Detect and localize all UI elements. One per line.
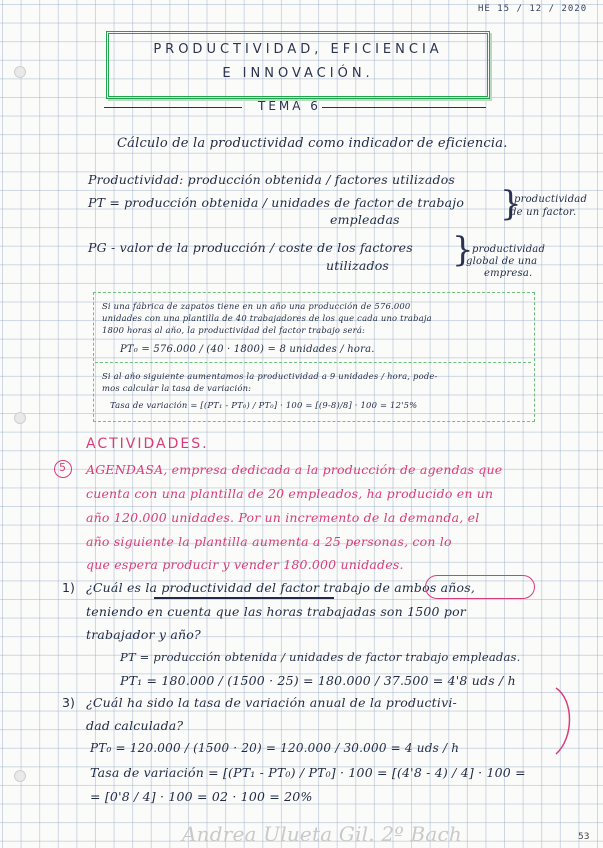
brace-icon: } (452, 230, 474, 270)
question-1-line: teniendo en cuenta que las horas trabajadas son 1500 por (86, 604, 466, 619)
pg-note: productividad (472, 244, 546, 255)
definition-productividad: Productividad: producción obtenida / factores utilizados (88, 172, 456, 187)
question-3-label: 3) (62, 695, 75, 710)
title-line-1: PRODUCTIVIDAD, EFICIENCIA (153, 42, 443, 57)
statement-line: que espera producir y vender 180.000 unidades. (86, 557, 404, 572)
title-line-2: E INNOVACIÓN. (222, 66, 374, 81)
answer-1-definition: PT = producción obtenida / unidades de factor trabajo empleadas. (120, 650, 521, 664)
definition-pt-cont: empleadas (330, 212, 400, 227)
definition-pg: PG - valor de la producción / coste de los factores (88, 240, 413, 255)
subtitle: Cálculo de la productividad como indicador de eficiencia. (117, 136, 508, 151)
arrow-connector (552, 686, 582, 758)
example-line: mos calcular la tasa de variación: (102, 383, 252, 393)
pt-note-2: de un factor. (510, 207, 577, 218)
example-line: Si una fábrica de zapatos tiene en un año una producción de 576.000 (102, 301, 411, 311)
statement-line: AGENDASA, empresa dedicada a la producción de agendas que (86, 462, 503, 477)
question-3-line: ¿Cuál ha sido la tasa de variación anual de la productivi- (86, 695, 457, 710)
answer-3-calc: Tasa de variación = [(PT₁ - PT₀) / PT₀] · 100 = [(4'8 - 4) / 4] · 100 = (90, 765, 526, 780)
definition-pt: PT = producción obtenida / unidades de factor de trabajo (88, 195, 465, 210)
binder-hole (14, 770, 26, 782)
activities-heading: ACTIVIDADES. (86, 436, 209, 452)
example-line: Si al año siguiente aumentamos la productividad a 9 unidades / hora, pode- (102, 371, 438, 381)
pg-note-3: empresa. (484, 268, 533, 279)
question-1-label: 1) (62, 580, 75, 595)
statement-line: año siguiente la plantilla aumenta a 25 personas, con lo (86, 534, 452, 549)
example-line: unidades con una plantilla de 40 trabajadores de los que cada uno trabaja (102, 313, 432, 323)
answer-1-calc: PT₁ = 180.000 / (1500 · 25) = 180.000 / 37.500 = 4'8 uds / h (120, 673, 516, 688)
question-1-line: trabajador y año? (86, 627, 201, 642)
example-tasa: Tasa de variación = [(PT₁ - PT₀) / PT₀] · 100 = [(9-8)/8] · 100 = 12'5% (110, 400, 418, 410)
answer-3-calc: = [0'8 / 4] · 100 = 02 · 100 = 20% (90, 789, 313, 804)
date: HE 15 / 12 / 2020 (478, 4, 588, 14)
exercise-number: 5 (59, 461, 66, 474)
example-separator (95, 362, 531, 363)
statement-line: cuenta con una plantilla de 20 empleados, ha producido en un (86, 486, 494, 501)
title-box (106, 31, 490, 99)
topic-label: TEMA 6 (258, 99, 321, 113)
binder-hole (14, 66, 26, 78)
example-formula: PT₀ = 576.000 / (40 · 1800) = 8 unidades / hora. (120, 344, 375, 355)
highlight-oval (425, 575, 535, 599)
signature: Andrea Ulueta Gil. 2º Bach (182, 822, 462, 846)
underline (154, 597, 334, 599)
page-number: 53 (578, 832, 590, 842)
divider-line (322, 107, 486, 108)
pt-note: productividad (514, 194, 588, 205)
statement-line: año 120.000 unidades. Por un incremento de la demanda, el (86, 510, 480, 525)
divider-line (104, 107, 242, 108)
question-3-line: dad calculada? (86, 718, 184, 733)
binder-hole (14, 412, 26, 424)
pg-note-2: global de una (466, 256, 538, 267)
answer-3-calc: PT₀ = 120.000 / (1500 · 20) = 120.000 / 30.000 = 4 uds / h (90, 741, 460, 755)
question-1-line: ¿Cuál es la productividad del factor trabajo de ambos años, (86, 580, 476, 595)
brace-icon: } (500, 184, 522, 224)
definition-pg-cont: utilizados (326, 258, 390, 273)
example-line: 1800 horas al año, la productividad del factor trabajo será: (102, 325, 366, 335)
